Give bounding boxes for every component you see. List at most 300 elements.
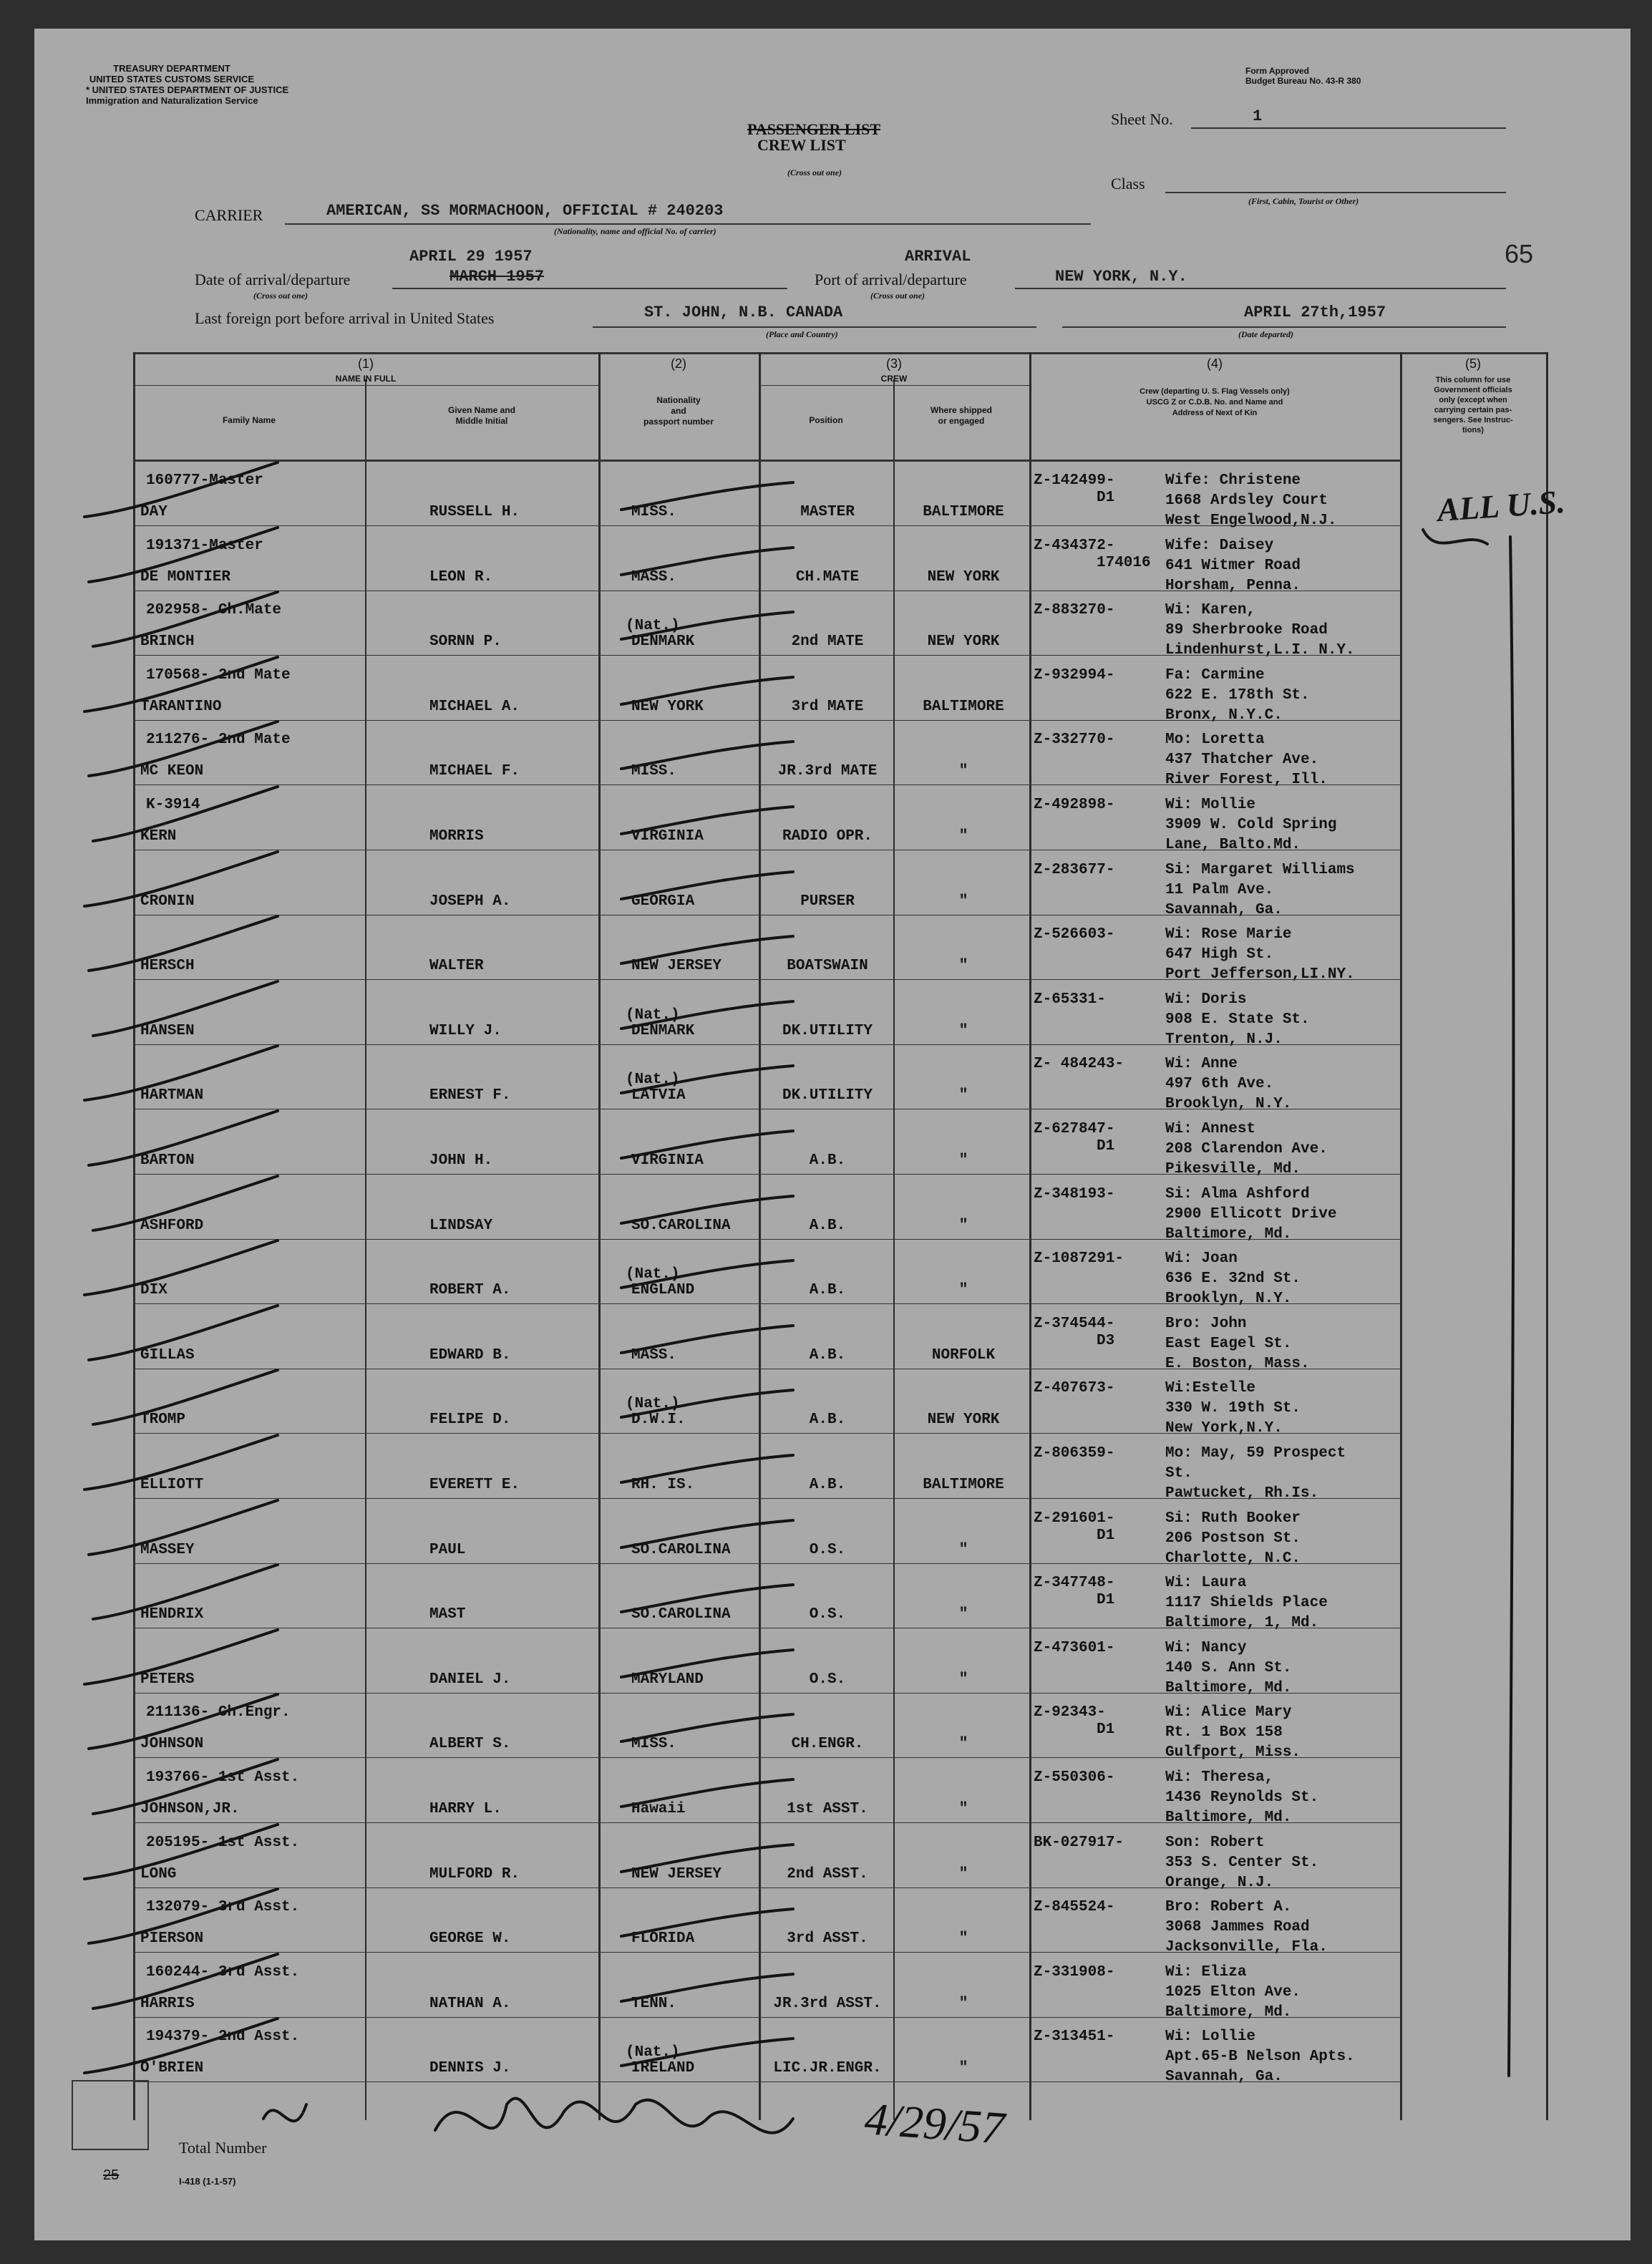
z-number: Z-883270- [1034, 602, 1115, 618]
seaman-number: 211136- Ch.Engr. [146, 1704, 291, 1721]
position: A.B. [809, 1282, 846, 1298]
shipped-at: " [958, 1930, 968, 1947]
nationality: DENMARK [631, 1023, 695, 1039]
z-number: Z-348193- [1034, 1186, 1115, 1203]
z-number: Z-627847- [1034, 1121, 1115, 1137]
z-number-suffix: D1 [1097, 1592, 1115, 1608]
position: A.B. [809, 1412, 846, 1428]
approval-line: Form Approved [1245, 66, 1309, 76]
shipped-at: " [958, 893, 968, 910]
next-of-kin-line: River Forest, Ill. [1165, 772, 1328, 788]
next-of-kin-line: Port Jefferson,LI.NY. [1165, 966, 1355, 983]
family-name: HENDRIX [140, 1606, 204, 1623]
z-number: Z-806359- [1034, 1445, 1115, 1462]
position: 2nd MATE [791, 633, 864, 650]
position: BOATSWAIN [787, 958, 868, 974]
col4-number: (4) [1207, 356, 1223, 371]
header-line: Middle Initial [455, 416, 508, 426]
given-name: WILLY J. [429, 1023, 502, 1039]
page-number: 65 [1505, 239, 1534, 268]
next-of-kin-line: 497 6th Ave. [1165, 1076, 1274, 1092]
total-number-box [72, 2080, 149, 2150]
shipped-at: " [958, 1736, 968, 1752]
header-line: tions) [1462, 426, 1484, 434]
class-note: (First, Cabin, Tourist or Other) [1248, 196, 1359, 206]
given-name: JOSEPH A. [429, 893, 511, 910]
row-divider [133, 655, 1401, 656]
z-number-suffix: D1 [1097, 1527, 1115, 1544]
given-name: JOHN H. [429, 1152, 493, 1169]
z-number: Z-142499- [1034, 472, 1115, 489]
seaman-number: 194379- 2nd Asst. [146, 2029, 300, 2045]
next-of-kin-line: Baltimore, Md. [1165, 1809, 1292, 1826]
next-of-kin-line: Charlotte, N.C. [1165, 1550, 1301, 1567]
last-port-note: (Place and Country) [766, 329, 838, 339]
family-name: DIX [140, 1282, 167, 1298]
row-divider [133, 1757, 1401, 1758]
family-name: KERN [140, 828, 177, 845]
next-of-kin-line: 908 E. State St. [1165, 1011, 1310, 1028]
row-divider [133, 1563, 1401, 1564]
col3-title: CREW [880, 374, 908, 384]
next-of-kin-line: 206 Postson St. [1165, 1530, 1301, 1547]
class-label: Class [1111, 175, 1145, 193]
position: JR.3rd ASST. [773, 1996, 882, 2012]
row-divider [133, 784, 1401, 785]
position: CH.MATE [795, 569, 860, 586]
total-number-label: Total Number [179, 2139, 267, 2157]
department-header [86, 63, 289, 106]
approval-line: Budget Bureau No. 43-R 380 [1245, 76, 1361, 86]
z-number: Z- 484243- [1034, 1056, 1124, 1072]
dept-line: Immigration and Naturalization Service [86, 95, 258, 106]
arrival-word: ARRIVAL [905, 248, 971, 266]
z-number: Z-332770- [1034, 732, 1115, 748]
position: CH.ENGR. [791, 1736, 864, 1752]
next-of-kin-line: Wife: Daisey [1165, 538, 1274, 554]
given-name: FELIPE D. [429, 1412, 511, 1428]
nationality: VIRGINIA [631, 828, 704, 845]
next-of-kin-line: 330 W. 19th St. [1165, 1400, 1301, 1417]
shipped-at: " [958, 958, 968, 974]
naturalized-mark: (Nat.) [626, 2044, 680, 2061]
shipped-at: " [958, 1996, 968, 2012]
family-name: MC KEON [140, 763, 204, 779]
shipped-at: " [958, 1087, 968, 1104]
check-stroke [84, 1240, 278, 1295]
position: O.S. [809, 1542, 846, 1558]
shipped-at: " [958, 1542, 968, 1558]
title-note: (Cross out one) [787, 167, 842, 178]
nationality: ENGLAND [631, 1282, 695, 1298]
next-of-kin-line: 208 Clarendon Ave. [1165, 1141, 1328, 1157]
position: RADIO OPR. [782, 828, 873, 845]
given-name: LEON R. [429, 569, 493, 586]
nationality: NEW YORK [631, 699, 704, 715]
next-of-kin-line: Fa: Carmine [1165, 667, 1265, 684]
next-of-kin-line: Savannah, Ga. [1165, 2069, 1283, 2085]
next-of-kin-line: Si: Alma Ashford [1165, 1186, 1310, 1203]
title-passenger-list: PASSENGER LIST [747, 120, 881, 138]
date-value: APRIL 29 1957 [409, 248, 533, 266]
z-number: Z-65331- [1034, 991, 1106, 1008]
position: LIC.JR.ENGR. [773, 2060, 882, 2076]
signature-start [263, 2104, 306, 2121]
annotation-underline [1423, 530, 1487, 544]
col5-vertical-stroke [1509, 537, 1513, 2076]
given-name: ERNEST F. [429, 1087, 511, 1104]
next-of-kin-line: Baltimore, Md. [1165, 2004, 1292, 2021]
shipped-at: NEW YORK [927, 1412, 1000, 1428]
next-of-kin-line: Wi: Joan [1165, 1250, 1238, 1267]
date-departed-note: (Date departed) [1238, 329, 1293, 339]
next-of-kin-line: 1668 Ardsley Court [1165, 492, 1328, 509]
family-name: HERSCH [140, 958, 195, 974]
col1b-header [365, 405, 598, 427]
next-of-kin-line: Wi: Rose Marie [1165, 926, 1292, 943]
header-line: Address of Next of Kin [1172, 409, 1258, 417]
z-number: Z-932994- [1034, 667, 1115, 684]
header-line: Nationality [656, 395, 701, 405]
nationality: MARYLAND [631, 1671, 704, 1688]
sheet-number: 1 [1253, 107, 1263, 125]
z-number: Z-526603- [1034, 926, 1115, 943]
dept-line: TREASURY DEPARTMENT [113, 63, 230, 74]
next-of-kin-line: New York,N.Y. [1165, 1420, 1283, 1437]
given-name: GEORGE W. [429, 1930, 511, 1947]
form-code: I-418 (1-1-57) [179, 2176, 236, 2187]
row-divider [133, 525, 1401, 526]
z-number-suffix: D3 [1097, 1333, 1115, 1349]
position: 3rd ASST. [787, 1930, 868, 1947]
z-number: Z-473601- [1034, 1640, 1115, 1656]
z-number: Z-313451- [1034, 2029, 1115, 2045]
header-line: only (except when [1439, 396, 1507, 404]
family-name: JOHNSON,JR. [140, 1801, 240, 1817]
next-of-kin-line: Orange, N.J. [1165, 1875, 1274, 1891]
given-name: MICHAEL F. [429, 763, 520, 779]
z-number-suffix: D1 [1097, 490, 1115, 506]
next-of-kin-line: Si: Margaret Williams [1165, 862, 1355, 878]
position: PURSER [800, 893, 855, 910]
col1-title: NAME IN FULL [335, 374, 397, 384]
given-name: RUSSELL H. [429, 504, 520, 520]
signature [435, 2099, 793, 2133]
col1-number: (1) [358, 356, 374, 371]
page-count: 25 [103, 2167, 120, 2183]
nationality: MASS. [631, 569, 677, 586]
next-of-kin-line: Wi: Alice Mary [1165, 1704, 1292, 1721]
check-stroke [84, 1825, 278, 1879]
nationality: MISS. [631, 1736, 677, 1752]
given-name: HARRY L. [429, 1801, 502, 1817]
row-divider [133, 1239, 1401, 1240]
row-divider [133, 720, 1401, 721]
header-line: Government officials [1434, 386, 1512, 394]
next-of-kin-line: Baltimore, 1, Md. [1165, 1615, 1319, 1631]
z-number: Z-1087291- [1034, 1250, 1124, 1267]
nationality: MISS. [631, 763, 677, 779]
naturalized-mark: (Nat.) [626, 1266, 680, 1283]
shipped-at: " [958, 1023, 968, 1039]
z-number: Z-347748- [1034, 1575, 1115, 1591]
position: A.B. [809, 1152, 846, 1169]
z-number: Z-845524- [1034, 1899, 1115, 1915]
nationality: D.W.I. [631, 1412, 686, 1428]
last-port-value: ST. JOHN, N.B. CANADA [644, 303, 843, 321]
naturalized-mark: (Nat.) [626, 1072, 680, 1088]
nationality: MASS. [631, 1347, 677, 1364]
seaman-number: 202958- Ch.Mate [146, 602, 282, 618]
next-of-kin-line: 140 S. Ann St. [1165, 1660, 1292, 1676]
given-name: EVERETT E. [429, 1477, 520, 1493]
seaman-number: 160244- 3rd Asst. [146, 1964, 300, 1981]
nationality: SO.CAROLINA [631, 1218, 731, 1234]
shipped-at: BALTIMORE [923, 1477, 1004, 1493]
seaman-number: 170568- 2nd Mate [146, 667, 291, 684]
family-name: DE MONTIER [140, 569, 231, 586]
port-label: Port of arrival/departure [815, 271, 967, 288]
header-line: sengers. See Instruc- [1433, 416, 1513, 424]
position: DK.UTILITY [782, 1087, 873, 1104]
given-name: ALBERT S. [429, 1736, 511, 1752]
next-of-kin-line: Son: Robert [1165, 1835, 1265, 1851]
given-name: LINDSAY [429, 1218, 493, 1234]
family-name: ELLIOTT [140, 1477, 204, 1493]
family-name: HARRIS [140, 1996, 195, 2012]
family-name: HANSEN [140, 1023, 195, 1039]
port-note: (Cross out one) [870, 291, 925, 301]
seaman-number: 205195- 1st Asst. [146, 1835, 300, 1851]
nationality: RH. IS. [631, 1477, 695, 1493]
col2-header [598, 395, 759, 427]
next-of-kin-line: West Engelwood,N.J. [1165, 512, 1337, 529]
given-name: NATHAN A. [429, 1996, 511, 2012]
next-of-kin-line: Pawtucket, Rh.Is. [1165, 1485, 1319, 1502]
nationality: DENMARK [631, 633, 695, 650]
z-number: Z-407673- [1034, 1380, 1115, 1396]
next-of-kin-line: Trenton, N.J. [1165, 1031, 1283, 1048]
next-of-kin-line: 1117 Shields Place [1165, 1595, 1328, 1611]
check-stroke [84, 462, 278, 517]
next-of-kin-line: 2900 Ellicott Drive [1165, 1206, 1337, 1223]
next-of-kin-line: 622 E. 178th St. [1165, 687, 1310, 704]
z-number-suffix: 174016 [1097, 555, 1151, 571]
next-of-kin-line: Bronx, N.Y.C. [1165, 707, 1283, 724]
crew-list-form [34, 29, 1631, 2240]
given-name: EDWARD B. [429, 1347, 511, 1364]
family-name: JOHNSON [140, 1736, 204, 1752]
z-number: Z-331908- [1034, 1964, 1115, 1981]
carrier-value: AMERICAN, SS MORMACHOON, OFFICIAL # 240203 [326, 202, 724, 220]
next-of-kin-line: Rt. 1 Box 158 [1165, 1724, 1283, 1741]
header-line: This column for use [1435, 376, 1511, 384]
given-name: DANIEL J. [429, 1671, 511, 1688]
col3a-header: Position [809, 415, 843, 425]
check-stroke [93, 787, 278, 841]
signature-date: 4/29/57 [863, 2093, 1006, 2154]
next-of-kin-line: 89 Sherbrooke Road [1165, 622, 1328, 638]
next-of-kin-line: 1436 Reynolds St. [1165, 1789, 1319, 1806]
next-of-kin-line: Brooklyn, N.Y. [1165, 1291, 1292, 1307]
next-of-kin-line: Wi: Nancy [1165, 1640, 1247, 1656]
header-line: Crew (departing U. S. Flag Vessels only) [1140, 387, 1290, 396]
seaman-number: 132079- 3rd Asst. [146, 1899, 300, 1915]
header-line: USCG Z or C.D.B. No. and Name and [1146, 398, 1283, 407]
header-line: carrying certain pas- [1434, 406, 1512, 414]
family-name: ASHFORD [140, 1218, 204, 1234]
position: A.B. [809, 1477, 846, 1493]
given-name: PAUL [429, 1542, 466, 1558]
row-divider [133, 1044, 1401, 1045]
col3b-header [893, 405, 1029, 427]
position: 1st ASST. [787, 1801, 868, 1817]
position: 3rd MATE [791, 699, 864, 715]
next-of-kin-line: Wi: Lollie [1165, 2029, 1256, 2045]
nationality: SO.CAROLINA [631, 1542, 731, 1558]
next-of-kin-line: 353 S. Center St. [1165, 1855, 1319, 1871]
next-of-kin-line: Wi: Doris [1165, 991, 1247, 1008]
shipped-at: BALTIMORE [923, 699, 1004, 715]
row-divider [133, 979, 1401, 980]
header-line: and [671, 406, 686, 416]
family-name: O'BRIEN [140, 2060, 204, 2076]
given-name: MAST [429, 1606, 466, 1623]
position: A.B. [809, 1218, 846, 1234]
shipped-at: NEW YORK [927, 633, 1000, 650]
date-struck: MARCH 1957 [450, 268, 545, 286]
family-name: PETERS [140, 1671, 195, 1688]
row-divider [133, 1952, 1401, 1953]
next-of-kin-line: Mo: May, 59 Prospect [1165, 1445, 1346, 1462]
row-divider [133, 2017, 1401, 2018]
given-name: MORRIS [429, 828, 484, 845]
shipped-at: " [958, 1671, 968, 1688]
next-of-kin-line: Wi: Annest [1165, 1121, 1256, 1137]
nationality: LATVIA [631, 1087, 686, 1104]
given-name: SORNN P. [429, 633, 502, 650]
seaman-number: K-3914 [146, 797, 200, 813]
shipped-at: " [958, 828, 968, 845]
nationality: VIRGINIA [631, 1152, 704, 1169]
shipped-at: " [958, 1218, 968, 1234]
z-number: BK-027917- [1034, 1835, 1124, 1851]
z-number: Z-291601- [1034, 1510, 1115, 1527]
seaman-number: 191371-Master [146, 538, 263, 554]
next-of-kin-line: 437 Thatcher Ave. [1165, 752, 1319, 768]
z-number: Z-374544- [1034, 1316, 1115, 1332]
header-line: Given Name and [447, 405, 516, 415]
next-of-kin-line: 647 High St. [1165, 946, 1274, 963]
shipped-at: " [958, 1282, 968, 1298]
next-of-kin-line: 1025 Elton Ave. [1165, 1984, 1301, 2001]
z-number: Z-434372- [1034, 538, 1115, 554]
z-number: Z-550306- [1034, 1769, 1115, 1786]
nationality: IRELAND [631, 2060, 695, 2076]
given-name: WALTER [429, 958, 484, 974]
next-of-kin-line: Wi: Laura [1165, 1575, 1247, 1591]
position: DK.UTILITY [782, 1023, 873, 1039]
family-name: TARANTINO [140, 699, 222, 715]
family-name: TROMP [140, 1412, 186, 1428]
next-of-kin-line: 3909 W. Cold Spring [1165, 817, 1337, 833]
next-of-kin-line: Wi: Theresa, [1165, 1769, 1274, 1786]
family-name: HARTMAN [140, 1087, 204, 1104]
naturalized-mark: (Nat.) [626, 1007, 680, 1024]
col5-number: (5) [1465, 356, 1481, 371]
next-of-kin-line: E. Boston, Mass. [1165, 1356, 1310, 1372]
row-divider [133, 1693, 1401, 1694]
given-name: MICHAEL A. [429, 699, 520, 715]
position: O.S. [809, 1671, 846, 1688]
next-of-kin-line: Apt.65-B Nelson Apts. [1165, 2049, 1355, 2065]
seaman-number: 160777-Master [146, 472, 263, 489]
next-of-kin-line: Bro: John [1165, 1316, 1247, 1332]
row-divider [133, 1498, 1401, 1499]
position: O.S. [809, 1606, 846, 1623]
header-line: Where shipped [930, 405, 992, 415]
nationality: NEW JERSEY [631, 958, 722, 974]
next-of-kin-line: 641 Witmer Road [1165, 558, 1301, 574]
z-number-suffix: D1 [1097, 1721, 1115, 1738]
shipped-at: " [958, 1866, 968, 1882]
family-name: MASSEY [140, 1542, 195, 1558]
next-of-kin-line: East Eagel St. [1165, 1336, 1292, 1352]
shipped-at: NORFOLK [931, 1347, 996, 1364]
family-name: BARTON [140, 1152, 195, 1169]
port-value: NEW YORK, N.Y. [1055, 268, 1187, 286]
row-divider [133, 2081, 1401, 2082]
next-of-kin-line: Wi: Karen, [1165, 602, 1256, 618]
col3-number: (3) [886, 356, 902, 371]
position: 2nd ASST. [787, 1866, 868, 1882]
title-crew-list: CREW LIST [757, 136, 846, 154]
next-of-kin-line: Gulfport, Miss. [1165, 1744, 1301, 1761]
nationality: TENN. [631, 1996, 677, 2012]
next-of-kin-line: Jacksonville, Fla. [1165, 1939, 1328, 1956]
family-name: PIERSON [140, 1930, 204, 1947]
shipped-at: BALTIMORE [923, 504, 1004, 520]
shipped-at: " [958, 1801, 968, 1817]
row-divider [133, 1174, 1401, 1175]
next-of-kin-line: 3068 Jammes Road [1165, 1919, 1310, 1935]
next-of-kin-line: Wi: Mollie [1165, 797, 1256, 813]
next-of-kin-line: Bro: Robert A. [1165, 1899, 1292, 1915]
next-of-kin-line: Baltimore, Md. [1165, 1226, 1292, 1243]
next-of-kin-line: Horsham, Penna. [1165, 578, 1301, 594]
shipped-at: " [958, 763, 968, 779]
position: MASTER [800, 504, 855, 520]
next-of-kin-line: 11 Palm Ave. [1165, 882, 1274, 898]
shipped-at: NEW YORK [927, 569, 1000, 586]
shipped-at: " [958, 1606, 968, 1623]
next-of-kin-line: Wife: Christene [1165, 472, 1301, 489]
sheet-label: Sheet No. [1111, 110, 1173, 128]
shipped-at: " [958, 2060, 968, 2076]
date-note: (Cross out one) [253, 291, 308, 301]
next-of-kin-line: St. [1165, 1465, 1192, 1482]
given-name: DENNIS J. [429, 2060, 511, 2076]
position: JR.3rd MATE [777, 763, 878, 779]
next-of-kin-line: Mo: Loretta [1165, 732, 1265, 748]
row-divider [133, 1303, 1401, 1304]
naturalized-mark: (Nat.) [626, 1396, 680, 1412]
carrier-note: (Nationality, name and official No. of carrier) [554, 226, 716, 236]
next-of-kin-line: Pikesville, Md. [1165, 1161, 1301, 1177]
family-name: LONG [140, 1866, 177, 1882]
all-us-annotation: ALL U.S. [1436, 482, 1567, 529]
seaman-number: 193766- 1st Asst. [146, 1769, 300, 1786]
